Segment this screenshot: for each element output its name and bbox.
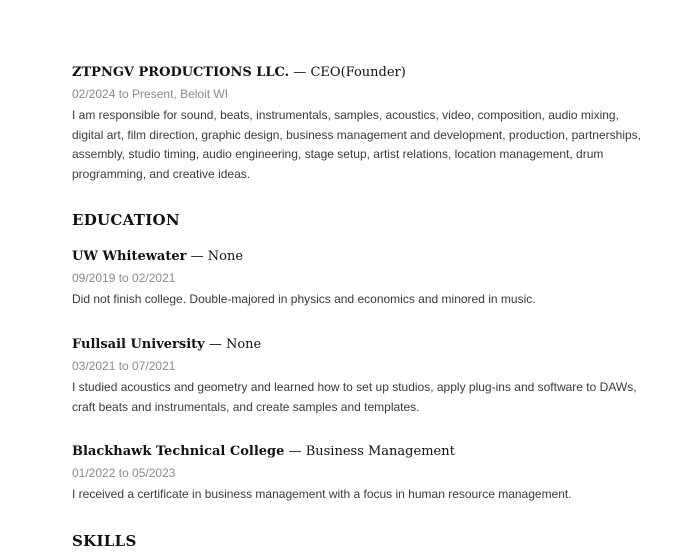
education-institution: Fullsail University <box>72 337 205 352</box>
education-dates: 01/2022 to 05/2023 <box>72 466 176 480</box>
education-entry-header <box>72 247 652 266</box>
education-field: Business Management <box>305 444 455 459</box>
header-separator: — <box>288 444 302 459</box>
education-entry <box>72 247 652 310</box>
education-entry <box>72 335 652 417</box>
header-separator: — <box>208 337 222 352</box>
education-description: Did not finish college. Double-majored in physics and economics and minored in music. <box>72 292 536 306</box>
experience-description: I am responsible for sound, beats, instrumentals, samples, acoustics, video, composition, audio mixing, digital art, film direction, graphic design, business management and development, production, partnerships, assembly, studio timing, audio engineering, stage setup, artist relations, location management, drum programming, and creative ideas. <box>72 108 641 181</box>
experience-entry <box>72 63 652 184</box>
education-entry <box>72 442 652 505</box>
header-separator: — <box>293 65 307 80</box>
header-separator: — <box>190 249 204 264</box>
education-institution: UW Whitewater <box>72 249 187 264</box>
skills-section-heading: SKILLS <box>72 532 137 550</box>
education-description: I received a certificate in business management with a focus in human resource management. <box>72 487 572 501</box>
education-field: None <box>207 249 244 264</box>
education-field: None <box>225 337 262 352</box>
education-entry-header <box>72 335 652 354</box>
education-dates: 03/2021 to 07/2021 <box>72 359 176 373</box>
education-institution: Blackhawk Technical College <box>72 444 285 459</box>
education-dates: 09/2019 to 02/2021 <box>72 271 176 285</box>
experience-entry-header <box>72 63 652 82</box>
experience-organization: ZTPNGV PRODUCTIONS LLC. <box>72 65 290 80</box>
education-section-heading: EDUCATION <box>72 211 180 229</box>
experience-role: CEO(Founder) <box>310 65 406 80</box>
education-entry-header <box>72 442 652 461</box>
experience-dates: 02/2024 to Present, Beloit WI <box>72 87 229 101</box>
education-description: I studied acoustics and geometry and learned how to set up studios, apply plug-ins and software to DAWs, craft beats and instrumentals, and create samples and templates. <box>72 380 637 414</box>
